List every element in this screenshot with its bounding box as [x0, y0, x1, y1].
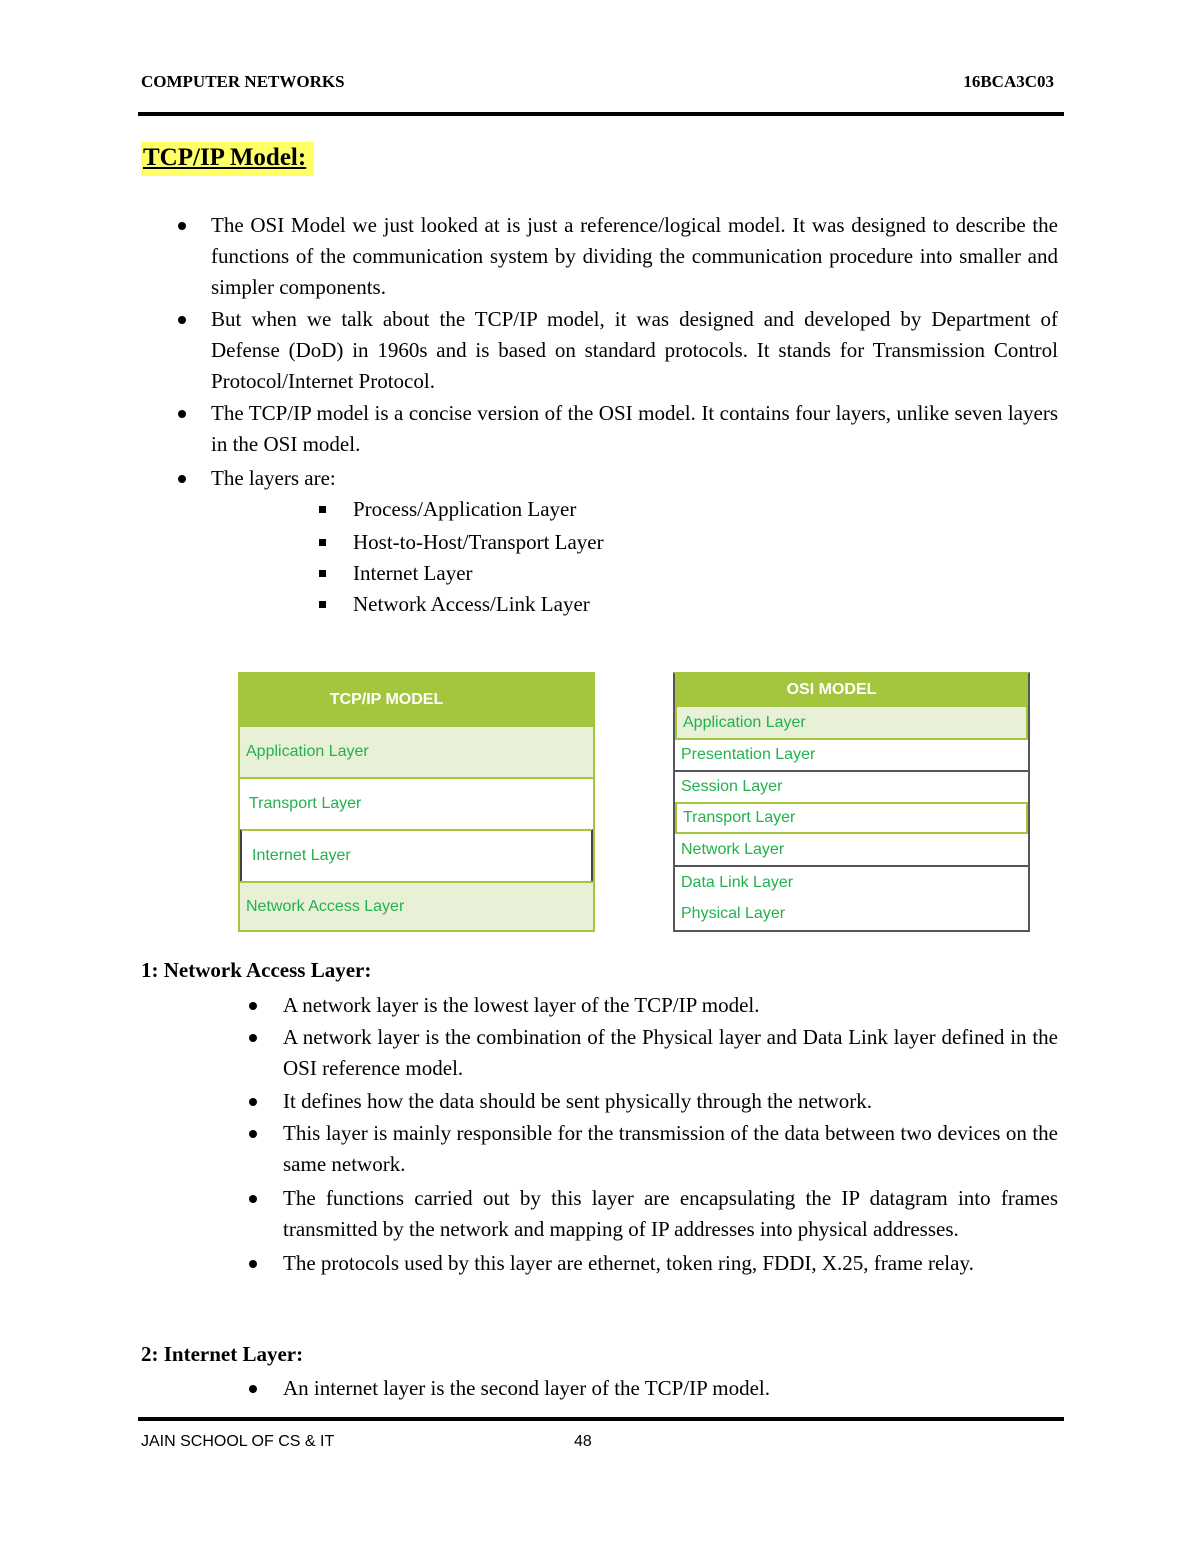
footer-institution: JAIN SCHOOL OF CS & IT — [141, 1433, 335, 1450]
section2-list — [283, 1373, 1058, 1404]
section1-list — [283, 990, 1058, 1279]
list-item: An internet layer is the second layer of the TCP/IP model. — [283, 1373, 1058, 1404]
table-row: Transport Layer — [240, 777, 593, 829]
list-item: It defines how the data should be sent physically through the network. — [283, 1086, 1058, 1117]
list-item: Network Access/Link Layer — [353, 589, 853, 620]
table-row: Network Access Layer — [240, 881, 593, 930]
table-row: Network Layer — [681, 840, 785, 858]
section-heading: 1: Network Access Layer: — [141, 958, 372, 982]
osi-model-table — [673, 672, 1030, 932]
footer-rule — [138, 1417, 1064, 1421]
page-title: TCP/IP Model: — [141, 142, 314, 176]
header-course-code: 16BCA3C03 — [963, 72, 1054, 91]
list-item: The TCP/IP model is a concise version of the OSI model. It contains four layers, unlike seven layers in the OSI model. — [211, 398, 1058, 460]
header-rule — [138, 112, 1064, 116]
list-item: Process/Application Layer — [353, 494, 853, 525]
table-row: Internet Layer — [240, 829, 593, 881]
list-item: Internet Layer — [353, 558, 853, 589]
table-row: Session Layer — [675, 770, 1028, 802]
table-row: Presentation Layer — [675, 738, 1028, 770]
page-number: 48 — [574, 1433, 592, 1450]
table-header: TCP/IP MODEL — [240, 674, 593, 725]
list-item: This layer is mainly responsible for the transmission of the data between two devices on the same network. — [283, 1118, 1058, 1180]
list-item: A network layer is the lowest layer of the TCP/IP model. — [283, 990, 1058, 1021]
table-row: Physical Layer — [681, 905, 786, 922]
list-item: The layers are: — [211, 463, 1058, 494]
table-row: Application Layer — [240, 725, 593, 777]
table-row: Application Layer — [675, 705, 1028, 738]
list-item: But when we talk about the TCP/IP model, it was designed and developed by Department of Defense (DoD) in 1960s and is based on standard protocols. It stands for Transmission Control Protocol/Internet Protocol. — [211, 304, 1058, 397]
layers-list — [353, 494, 853, 620]
section-heading: 2: Internet Layer: — [141, 1342, 304, 1366]
list-item: A network layer is the combination of the Physical layer and Data Link layer defined in the OSI reference model. — [283, 1022, 1058, 1084]
intro-list — [211, 210, 1058, 494]
list-item: The functions carried out by this layer are encapsulating the IP datagram into frames transmitted by the network and mapping of IP addresses into physical addresses. — [283, 1183, 1058, 1245]
list-item: The protocols used by this layer are ethernet, token ring, FDDI, X.25, frame relay. — [283, 1248, 1058, 1279]
header-course-title: COMPUTER NETWORKS — [141, 72, 345, 91]
list-item: The OSI Model we just looked at is just a reference/logical model. It was designed to describe the functions of the communication system by dividing the communication procedure into smaller and simpler components. — [211, 210, 1058, 303]
table-header: OSI MODEL — [675, 674, 1028, 705]
tcpip-model-table — [238, 672, 595, 932]
table-row: Data Link Layer — [675, 865, 1028, 898]
list-item: Host-to-Host/Transport Layer — [353, 527, 853, 558]
table-row: Transport Layer — [675, 802, 1028, 834]
